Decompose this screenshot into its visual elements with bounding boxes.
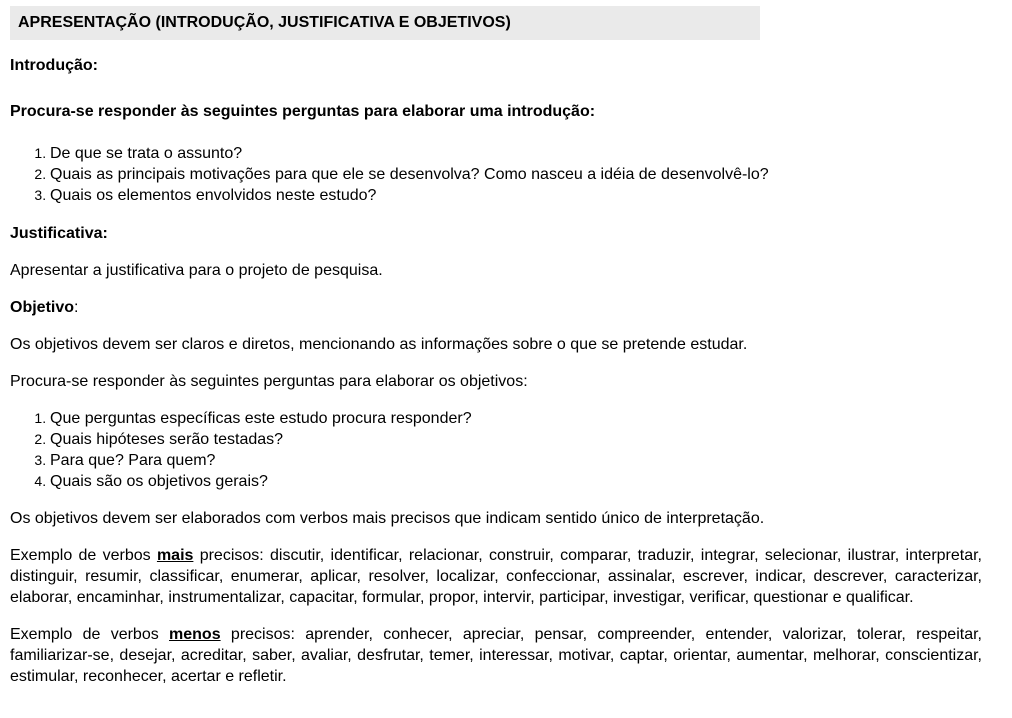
verbs-less-list: precisos: aprender, conhecer, apreciar, pensar, compreender, entender, valorizar, tolerar, respeitar, familiarizar-se, desejar, acreditar, saber, avaliar, desfrutar, temer, interessar, motivar, captar, orientar, aumentar, melhorar, conscientizar, estimular, reconhecer, acertar e refletir.	[10, 626, 982, 685]
objective-heading-line	[10, 297, 1002, 318]
list-item: 1. Que perguntas específicas este estudo procura responder?	[50, 408, 1002, 429]
list-item: 2. Quais hipóteses serão testadas?	[50, 429, 1002, 450]
verbs-more-list: precisos: discutir, identificar, relacionar, construir, comparar, traduzir, integrar, selecionar, ilustrar, interpretar, distinguir, resumir, classificar, enumerar, aplicar, resolver, localizar, confeccionar, assinalar, escrever, indicar, descrever, caracterizar, elaborar, encaminhar, instrumentalizar, capacitar, formular, propor, intervir, participar, investigar, verificar, questionar e qualificar.	[10, 547, 983, 606]
objective-text-3: Os objetivos devem ser elaborados com verbos mais precisos que indicam sentido único de interpretação.	[10, 510, 765, 527]
verbs-less-paragraph	[10, 624, 982, 687]
list-item: 3. Quais os elementos envolvidos neste estudo?	[50, 185, 1002, 206]
objective-question-list	[10, 408, 1002, 492]
verbs-less-prefix: Exemplo de verbos	[10, 626, 170, 643]
verbs-more-prefix: Exemplo de verbos	[10, 547, 157, 564]
section-title: APRESENTAÇÃO (INTRODUÇÃO, JUSTIFICATIVA E OBJETIVOS)	[10, 6, 760, 40]
intro-heading: Introdução:	[10, 57, 98, 74]
justification-text: Apresentar a justificativa para o projeto de pesquisa.	[10, 262, 383, 279]
intro-questions-heading: Procura-se responder às seguintes perguntas para elaborar uma introdução:	[10, 103, 596, 120]
verbs-more-paragraph	[10, 545, 982, 608]
list-item: 4. Quais são os objetivos gerais?	[50, 471, 1002, 492]
list-item: 3. Para que? Para quem?	[50, 450, 1002, 471]
justification-heading: Justificativa:	[10, 225, 108, 242]
objective-text-2: Procura-se responder às seguintes perguntas para elaborar os objetivos:	[10, 373, 528, 390]
list-item: 1. De que se trata o assunto?	[50, 143, 1002, 164]
intro-question-list	[10, 143, 1002, 206]
verbs-more-emphasis: mais	[156, 547, 194, 564]
list-item: 2. Quais as principais motivações para que ele se desenvolva? Como nasceu a idéia de desenvolvê-lo?	[50, 164, 1002, 185]
objective-text-1: Os objetivos devem ser claros e diretos, mencionando as informações sobre o que se pretende estudar.	[10, 336, 748, 353]
verbs-less-emphasis: menos	[169, 626, 221, 643]
objective-heading: Objetivo	[10, 299, 75, 316]
objective-heading-suffix: :	[74, 299, 79, 316]
